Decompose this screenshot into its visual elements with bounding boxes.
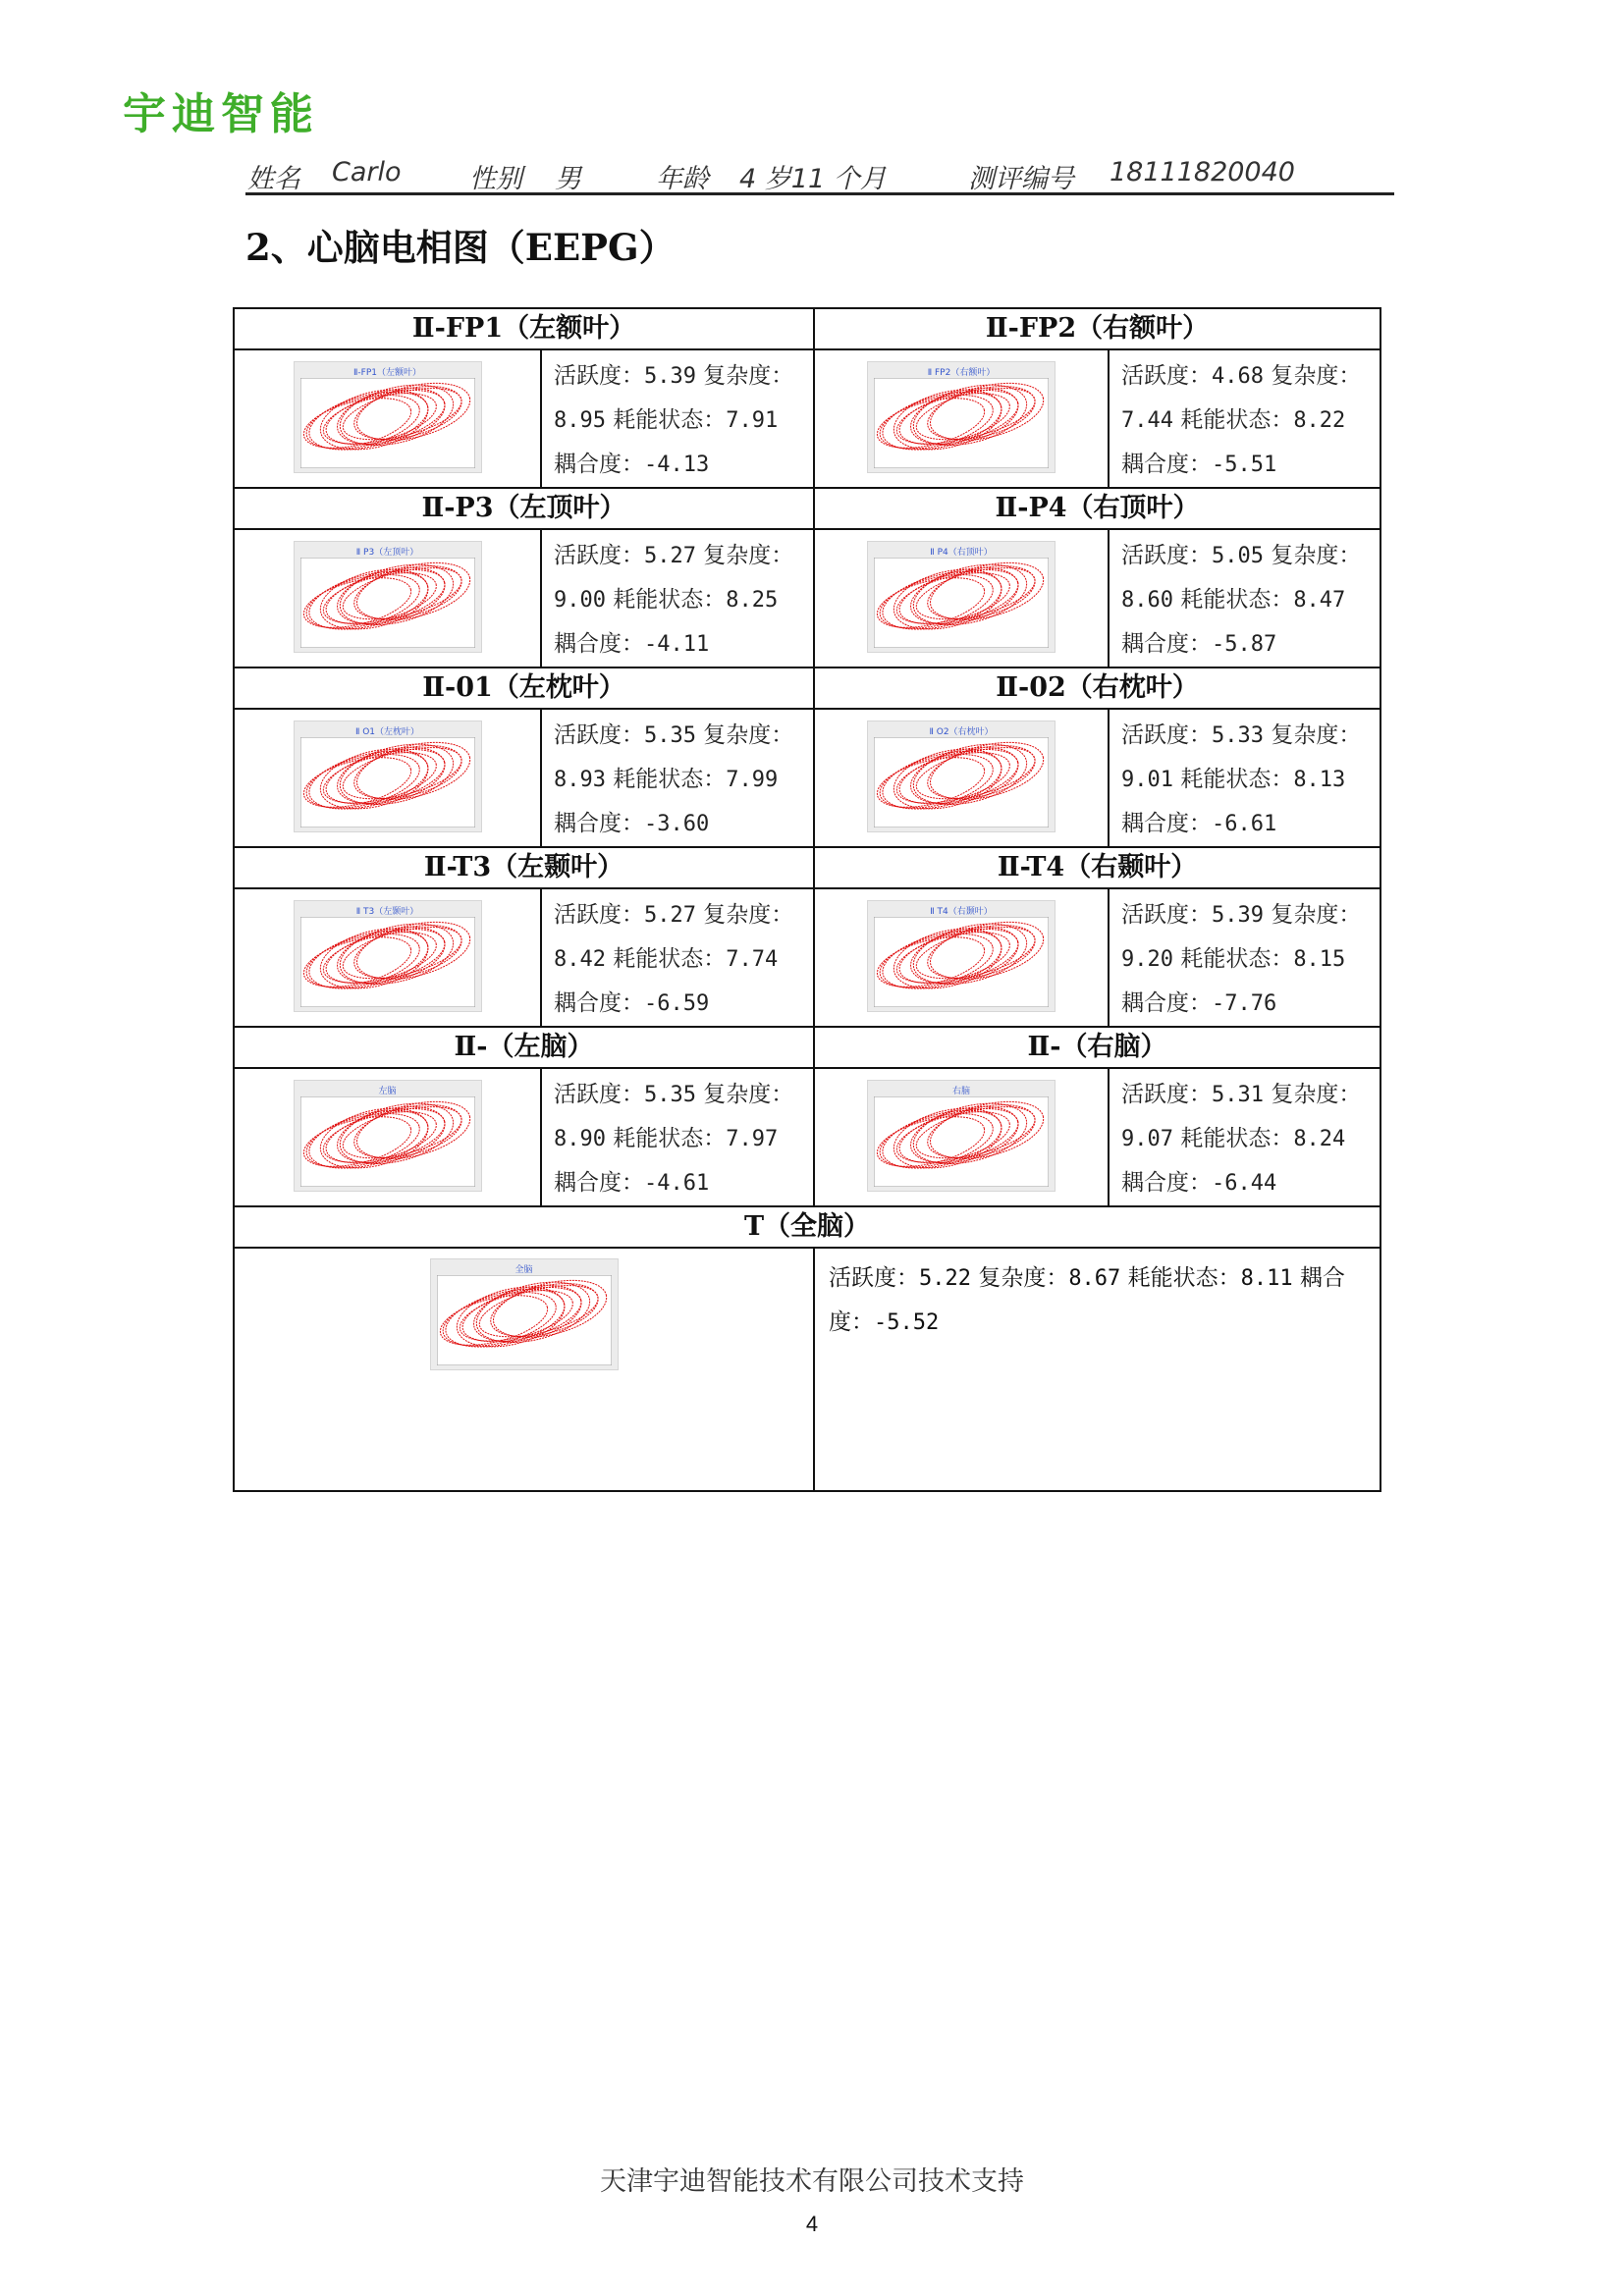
region-header-row xyxy=(234,488,1380,529)
activity-label: 活跃度： xyxy=(554,363,644,389)
region-data-row xyxy=(234,709,1380,847)
region-stats-cell xyxy=(541,529,814,667)
eepg-phase-plot xyxy=(294,900,482,1012)
activity-label: 活跃度： xyxy=(1121,1082,1213,1107)
energy-label: 耗能状态： xyxy=(1180,1126,1294,1151)
coupling-value: -5.51 xyxy=(1212,453,1277,477)
complexity-label: 复杂度： xyxy=(1271,1082,1362,1107)
energy-label: 耗能状态： xyxy=(1180,587,1294,613)
whole-brain-data-row xyxy=(234,1248,1380,1491)
phase-trace-graphic xyxy=(300,378,475,468)
coupling-value: -5.52 xyxy=(874,1310,940,1335)
complexity-value: 8.42 xyxy=(554,947,606,972)
region-title: Ⅱ-P3（左顶叶） xyxy=(234,488,814,529)
plot-caption: 右脑 xyxy=(952,1086,971,1096)
region-stats-cell xyxy=(541,1068,814,1206)
region-stats-cell xyxy=(541,709,814,847)
energy-label: 耗能状态： xyxy=(1180,946,1294,972)
plot-caption: Ⅱ FP2（右额叶） xyxy=(927,367,996,378)
whole-brain-header-row xyxy=(234,1206,1380,1248)
complexity-label: 复杂度： xyxy=(1271,543,1362,568)
region-image-cell xyxy=(234,1068,541,1206)
region-title: Ⅱ-T3（左颞叶） xyxy=(234,847,814,888)
phase-trace-graphic xyxy=(874,1096,1049,1187)
coupling-label: 耦合度： xyxy=(554,811,644,836)
activity-value: 5.39 xyxy=(644,364,696,389)
activity-value: 5.35 xyxy=(644,723,696,748)
plot-caption: Ⅱ-FP1（左额叶） xyxy=(352,367,421,378)
name-label: 姓名 xyxy=(247,164,300,194)
eepg-phase-plot xyxy=(430,1258,619,1370)
coupling-value: -3.60 xyxy=(644,812,710,836)
id-value: 18111820040 xyxy=(1110,157,1295,187)
coupling-label: 耦合度： xyxy=(1121,811,1213,836)
id-label: 测评编号 xyxy=(968,164,1074,194)
region-header-row xyxy=(234,847,1380,888)
region-image-cell xyxy=(814,709,1109,847)
plot-caption: Ⅱ O1（左枕叶） xyxy=(354,726,420,737)
page-number: 4 xyxy=(805,2212,819,2236)
whole-brain-title: T（全脑） xyxy=(234,1206,1380,1248)
activity-value: 5.27 xyxy=(644,544,696,568)
coupling-label: 耦合度： xyxy=(1121,452,1213,477)
name-value: Carlo xyxy=(332,157,402,187)
region-image-cell xyxy=(234,709,541,847)
activity-label: 活跃度： xyxy=(1121,543,1213,568)
energy-value: 7.97 xyxy=(726,1127,779,1151)
activity-label: 活跃度： xyxy=(1121,722,1213,748)
region-image-cell xyxy=(814,529,1109,667)
section-title: 2、心脑电相图（EEPG） xyxy=(245,226,676,269)
region-stats-cell xyxy=(1109,709,1380,847)
region-title: Ⅱ-02（右枕叶） xyxy=(814,667,1380,709)
energy-label: 耗能状态： xyxy=(613,407,727,433)
region-title: Ⅱ-01（左枕叶） xyxy=(234,667,814,709)
energy-value: 8.15 xyxy=(1293,947,1346,972)
complexity-value: 8.67 xyxy=(1068,1266,1121,1291)
energy-label: 耗能状态： xyxy=(1127,1265,1241,1291)
activity-value: 5.22 xyxy=(919,1266,971,1291)
region-header-row xyxy=(234,667,1380,709)
eepg-phase-plot xyxy=(867,900,1056,1012)
coupling-value: -4.11 xyxy=(644,632,710,657)
activity-label: 活跃度： xyxy=(554,543,644,568)
region-image-cell xyxy=(814,888,1109,1027)
sex-label: 性别 xyxy=(469,164,522,194)
phase-trace-graphic xyxy=(874,558,1049,648)
complexity-label: 复杂度： xyxy=(1271,363,1362,389)
coupling-value: -4.13 xyxy=(644,453,710,477)
patient-info-bar xyxy=(245,155,1394,195)
eepg-phase-plot xyxy=(294,541,482,653)
coupling-label: 耦合度： xyxy=(829,1265,1345,1335)
eepg-phase-plot xyxy=(867,1080,1056,1192)
region-stats-cell xyxy=(1109,529,1380,667)
region-data-row xyxy=(234,349,1380,488)
complexity-label: 复杂度： xyxy=(703,722,794,748)
region-stats-cell xyxy=(541,349,814,488)
activity-value: 5.31 xyxy=(1212,1083,1264,1107)
phase-trace-graphic xyxy=(874,917,1049,1007)
plot-caption: 全脑 xyxy=(514,1265,533,1275)
plot-caption: Ⅱ P4（右顶叶） xyxy=(930,547,993,558)
energy-label: 耗能状态： xyxy=(613,767,727,792)
whole-brain-image-cell xyxy=(234,1248,814,1491)
energy-value: 8.47 xyxy=(1293,588,1346,613)
coupling-label: 耦合度： xyxy=(554,631,644,657)
region-image-cell xyxy=(234,888,541,1027)
region-image-cell xyxy=(234,529,541,667)
region-image-cell xyxy=(814,1068,1109,1206)
plot-caption: Ⅱ T4（右颞叶） xyxy=(930,906,993,917)
energy-label: 耗能状态： xyxy=(1180,767,1294,792)
complexity-value: 8.93 xyxy=(554,768,606,792)
eepg-phase-plot xyxy=(294,361,482,473)
activity-value: 5.39 xyxy=(1212,903,1264,928)
region-data-row xyxy=(234,1068,1380,1206)
coupling-label: 耦合度： xyxy=(1121,990,1213,1016)
coupling-label: 耦合度： xyxy=(554,452,644,477)
complexity-label: 复杂度： xyxy=(1271,722,1362,748)
region-data-row xyxy=(234,888,1380,1027)
activity-label: 活跃度： xyxy=(1121,902,1213,928)
eepg-phase-plot xyxy=(294,1080,482,1192)
age-label: 年龄 xyxy=(656,164,709,194)
complexity-value: 8.90 xyxy=(554,1127,606,1151)
coupling-label: 耦合度： xyxy=(1121,1170,1213,1196)
age-value: 4 岁11 个月 xyxy=(739,164,887,194)
eepg-table xyxy=(233,307,1381,1492)
coupling-label: 耦合度： xyxy=(554,990,644,1016)
energy-label: 耗能状态： xyxy=(613,946,727,972)
coupling-label: 耦合度： xyxy=(554,1170,644,1196)
coupling-value: -6.61 xyxy=(1212,812,1277,836)
region-title: Ⅱ-P4（右顶叶） xyxy=(814,488,1380,529)
activity-value: 4.68 xyxy=(1212,364,1264,389)
coupling-value: -5.87 xyxy=(1212,632,1277,657)
energy-value: 7.91 xyxy=(726,408,779,433)
activity-value: 5.33 xyxy=(1212,723,1264,748)
region-image-cell xyxy=(814,349,1109,488)
complexity-label: 复杂度： xyxy=(703,363,794,389)
energy-value: 8.11 xyxy=(1240,1266,1293,1291)
phase-trace-graphic xyxy=(437,1275,612,1365)
region-title: Ⅱ-（左脑） xyxy=(234,1027,814,1068)
energy-value: 8.24 xyxy=(1293,1127,1346,1151)
activity-value: 5.27 xyxy=(644,903,696,928)
complexity-value: 8.95 xyxy=(554,408,606,433)
coupling-value: -4.61 xyxy=(644,1171,710,1196)
plot-caption: Ⅱ T3（左颞叶） xyxy=(355,906,419,917)
eepg-phase-plot xyxy=(294,721,482,832)
phase-trace-graphic xyxy=(874,737,1049,828)
energy-label: 耗能状态： xyxy=(613,587,727,613)
complexity-label: 复杂度： xyxy=(703,902,794,928)
activity-label: 活跃度： xyxy=(829,1265,920,1291)
region-title: Ⅱ-（右脑） xyxy=(814,1027,1380,1068)
phase-trace-graphic xyxy=(300,1096,475,1187)
eepg-phase-plot xyxy=(867,721,1056,832)
complexity-value: 7.44 xyxy=(1121,408,1173,433)
activity-label: 活跃度： xyxy=(1121,363,1213,389)
region-stats-cell xyxy=(1109,888,1380,1027)
complexity-value: 9.20 xyxy=(1121,947,1173,972)
region-title: Ⅱ-FP1（左额叶） xyxy=(234,308,814,349)
sex-value: 男 xyxy=(555,164,581,194)
plot-caption: Ⅱ P3（左顶叶） xyxy=(355,547,419,558)
energy-label: 耗能状态： xyxy=(613,1126,727,1151)
region-stats-cell xyxy=(541,888,814,1027)
coupling-value: -6.59 xyxy=(644,991,710,1016)
region-image-cell xyxy=(234,349,541,488)
region-title: Ⅱ-FP2（右额叶） xyxy=(814,308,1380,349)
region-data-row xyxy=(234,529,1380,667)
activity-label: 活跃度： xyxy=(554,902,644,928)
complexity-label: 复杂度： xyxy=(978,1265,1069,1291)
activity-label: 活跃度： xyxy=(554,722,644,748)
energy-value: 8.13 xyxy=(1293,768,1346,792)
energy-value: 7.74 xyxy=(726,947,779,972)
eepg-phase-plot xyxy=(867,541,1056,653)
eepg-phase-plot xyxy=(867,361,1056,473)
phase-trace-graphic xyxy=(300,558,475,648)
region-stats-cell xyxy=(1109,349,1380,488)
phase-trace-graphic xyxy=(300,917,475,1007)
complexity-value: 9.00 xyxy=(554,588,606,613)
energy-value: 8.22 xyxy=(1293,408,1346,433)
activity-label: 活跃度： xyxy=(554,1082,644,1107)
plot-caption: Ⅱ O2（右枕叶） xyxy=(929,726,994,737)
plot-caption: 左脑 xyxy=(378,1086,397,1096)
whole-brain-stats-cell xyxy=(814,1248,1380,1491)
coupling-label: 耦合度： xyxy=(1121,631,1213,657)
phase-trace-graphic xyxy=(300,737,475,828)
coupling-value: -7.76 xyxy=(1212,991,1277,1016)
region-stats-cell xyxy=(1109,1068,1380,1206)
energy-value: 7.99 xyxy=(726,768,779,792)
complexity-value: 9.07 xyxy=(1121,1127,1173,1151)
company-logo: 宇迪智能 xyxy=(123,89,319,139)
region-header-row xyxy=(234,1027,1380,1068)
complexity-label: 复杂度： xyxy=(1271,902,1362,928)
complexity-value: 9.01 xyxy=(1121,768,1173,792)
complexity-value: 8.60 xyxy=(1121,588,1173,613)
footer-text: 天津宇迪智能技术有限公司技术支持 xyxy=(600,2166,1024,2197)
coupling-value: -6.44 xyxy=(1212,1171,1277,1196)
complexity-label: 复杂度： xyxy=(703,1082,794,1107)
energy-value: 8.25 xyxy=(726,588,779,613)
complexity-label: 复杂度： xyxy=(703,543,794,568)
region-header-row xyxy=(234,308,1380,349)
region-title: Ⅱ-T4（右颞叶） xyxy=(814,847,1380,888)
phase-trace-graphic xyxy=(874,378,1049,468)
activity-value: 5.05 xyxy=(1212,544,1264,568)
energy-label: 耗能状态： xyxy=(1180,407,1294,433)
activity-value: 5.35 xyxy=(644,1083,696,1107)
